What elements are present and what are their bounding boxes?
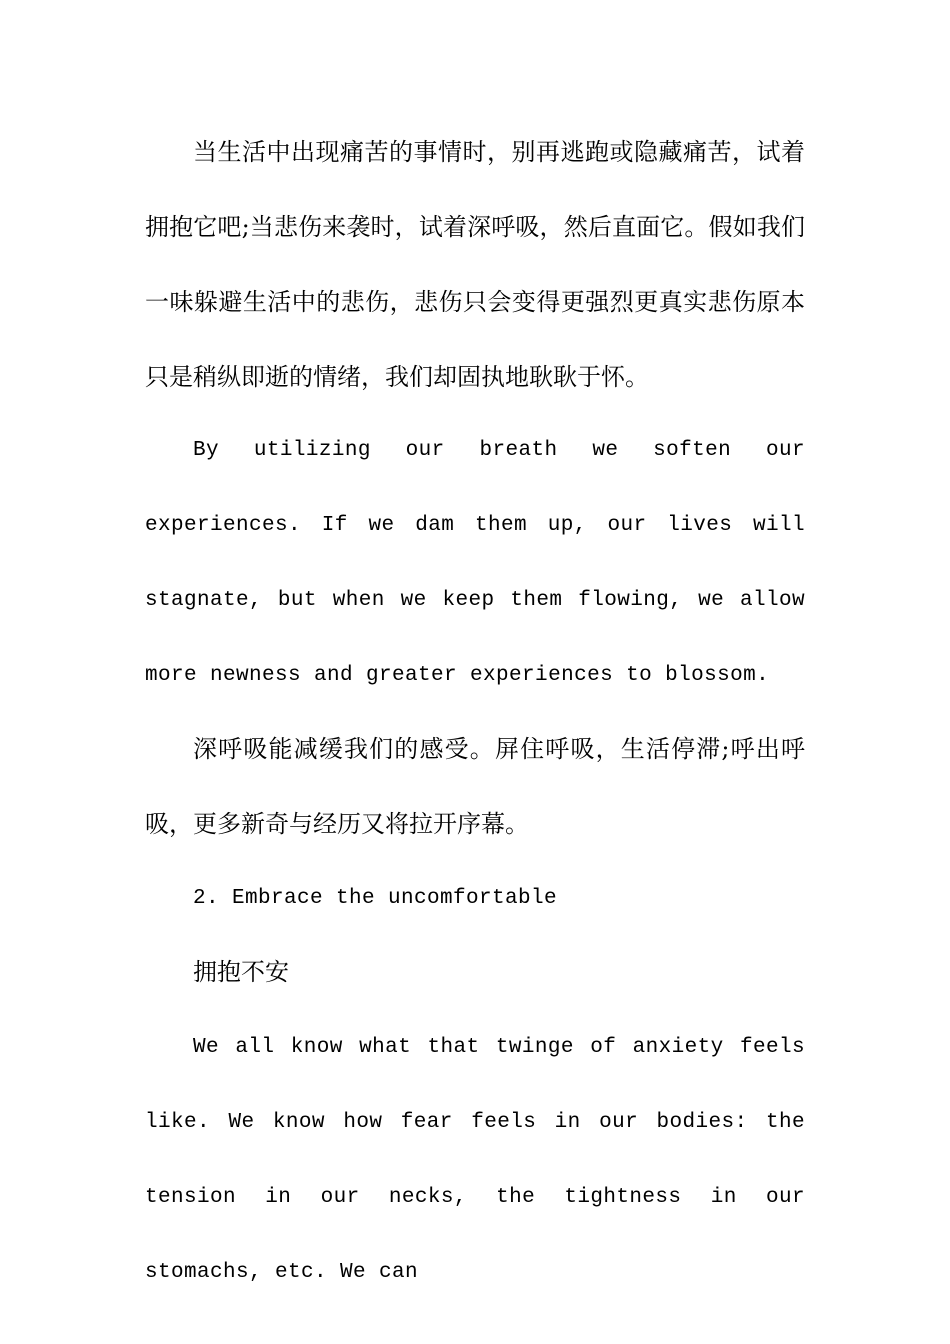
section-heading-zh: 拥抱不安 xyxy=(193,958,289,986)
paragraph-breath-zh: 深呼吸能减缓我们的感受。屏住呼吸，生活停滞;呼出呼吸，更多新奇与经历又将拉开序幕。 xyxy=(145,735,805,838)
paragraph-anxiety-en: We all know what that twinge of anxiety feels like. We know how fear feels in our bodies: the tension in our necks, the tightness in our stomachs, etc. We can xyxy=(145,1036,805,1284)
paragraph-pain-zh: 当生活中出现痛苦的事情时，别再逃跑或隐藏痛苦，试着拥抱它吧;当悲伤来袭时，试着深呼吸，然后直面它。假如我们一味躲避生活中的悲伤，悲伤只会变得更强烈更真实悲伤原本只是稍纵即逝的情绪，我们却固执地耿耿于怀。 xyxy=(145,138,805,391)
section-heading-en: 2. Embrace the uncomfortable xyxy=(193,887,558,910)
paragraph-breath-en: By utilizing our breath we soften our experiences. If we dam them up, our lives will stagnate, but when we keep them flowing, we allow more newness and greater experiences to blossom. xyxy=(145,439,805,687)
